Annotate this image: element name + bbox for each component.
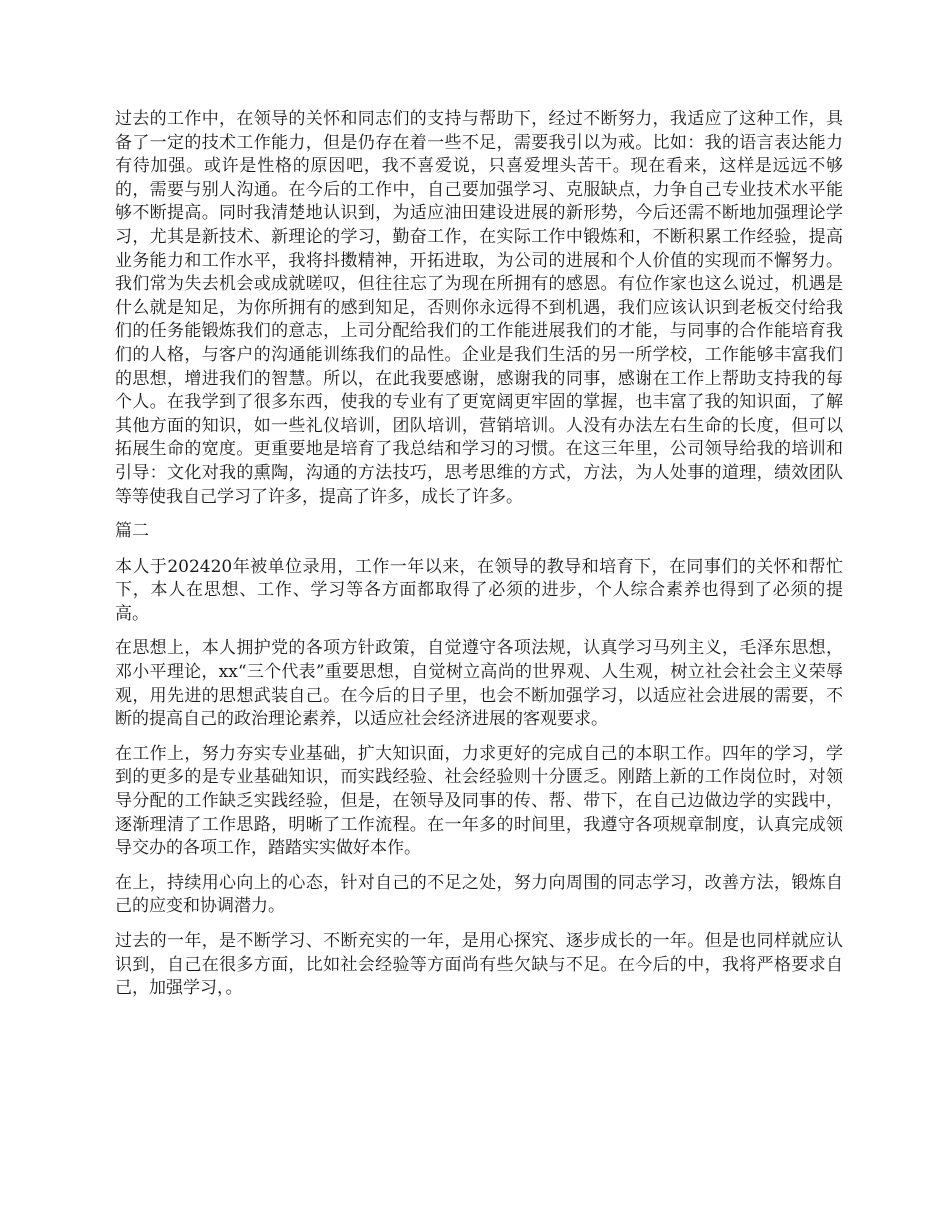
paragraph-5: 在上，持续用心向上的心态，针对自己的不足之处，努力向周围的同志学习，改善方法，锻炼自己的应变和协调潜力。 (115, 872, 843, 917)
paragraph-1: 过去的工作中，在领导的关怀和同志们的支持与帮助下，经过不断努力，我适应了这种工作，具备了一定的技术工作能力，但是仍存在着一些不足，需要我引以为戒。比如：我的语言表达能力有待加强。或许是性格的原因吧，我不喜爱说，只喜爱埋头苦干。现在看来，这样是远远不够的，需要与别人沟通。在今后的工作中，自己要加强学习、克服缺点，力争自己专业技术水平能够不断提高。同时我清楚地认识到，为适应油田建设进展的新形势，今后还需不断地加强理论学习，尤其是新技术、新理论的学习，勤奋工作，在实际工作中锻炼和，不断积累工作经验，提高业务能力和工作水平，我将抖擞精神，开拓进取，为公司的进展和个人价值的实现而不懈努力。我们常为失去机会或成就嗟叹，但往往忘了为现在所拥有的感恩。有位作家也这么说过，机遇是什么就是知足，为你所拥有的感到知足，否则你永远得不到机遇，我们应该认识到老板交付给我们的任务能锻炼我们的意志，上司分配给我们的工作能进展我们的才能，与同事的合作能培育我们的人格，与客户的沟通能训练我们的品性。企业是我们生活的另一所学校，工作能够丰富我们的思想，增进我们的智慧。所以，在此我要感谢，感谢我的同事，感谢在工作上帮助支持我的每个人。在我学到了很多东西，使我的专业有了更宽阔更牢固的掌握，也丰富了我的知识面，了解其他方面的知识，如一些礼仪培训，团队培训，营销培训。人没有办法左右生命的长度，但可以拓展生命的宽度。更重要地是培育了我总结和学习的习惯。在这三年里，公司领导给我的培训和引导：文化对我的熏陶，沟通的方法技巧，思考思维的方式，方法，为人处事的道理，绩效团队等等使我自己学习了许多，提高了许多，成长了许多。 (115, 109, 843, 507)
paragraph-3: 在思想上，本人拥护党的各项方针政策，自觉遵守各项法规，认真学习马列主义，毛泽东思想，邓小平理论，xx“三个代表”重要思想，自觉树立高尚的世界观、人生观，树立社会社会主义荣辱观，用先进的思想武装自己。在今后的日子里，也会不断加强学习，以适应社会进展的需要，不断的提高自己的政治理论素养，以适应社会经济进展的客观要求。 (115, 638, 843, 730)
paragraph-2: 本人于202420年被单位录用，工作一年以来，在领导的教导和培育下，在同事们的关怀和帮忙下，本人在思想、工作、学习等各方面都取得了必须的进步，个人综合素养也得到了必须的提高。 (115, 556, 843, 624)
document-body (115, 108, 843, 1012)
section-heading: 篇二 (115, 521, 149, 542)
paragraph-6: 过去的一年，是不断学习、不断充实的一年，是用心探究、逐步成长的一年。但是也同样就应认识到，自己在很多方面，比如社会经验等方面尚有些欠缺与不足。在今后的中，我将严格要求自己，加强学习，。 (115, 931, 843, 999)
paragraph-4: 在工作上，努力夯实专业基础，扩大知识面，力求更好的完成自己的本职工作。四年的学习，学到的更多的是专业基础知识，而实践经验、社会经验则十分匮乏。刚踏上新的工作岗位时，对领导分配的工作缺乏实践经验，但是，在领导及同事的传、帮、带下，在自己边做边学的实践中，逐渐理清了工作思路，明晰了工作流程。在一年多的时间里，我遵守各项规章制度，认真完成领导交办的各项工作，踏踏实实做好本作。 (115, 743, 843, 859)
